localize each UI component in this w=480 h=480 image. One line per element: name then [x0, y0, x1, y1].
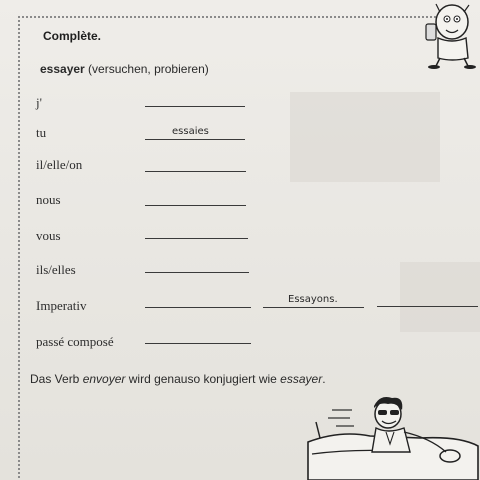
exercise-title: Complète. — [43, 29, 102, 43]
footer-verb-envoyer: envoyer — [82, 372, 126, 386]
cartoon-driver-icon — [300, 392, 480, 480]
answer-line-je[interactable] — [145, 106, 245, 107]
row-label-passe-compose: passé composé — [36, 334, 114, 349]
footer-suffix: . — [322, 372, 326, 386]
row-label-tu: tu — [36, 125, 47, 140]
row-label-je: j' — [36, 95, 42, 110]
answer-imperativ-2: Essayons. — [288, 294, 338, 305]
answer-line-vous[interactable] — [145, 238, 248, 239]
answer-tu: essaies — [172, 126, 209, 137]
row-label-il-elle-on: il/elle/on — [36, 157, 83, 172]
row-label-nous: nous — [36, 192, 61, 207]
row-label-imperativ: Imperativ — [36, 298, 87, 313]
footer-verb-essayer: essayer — [280, 372, 323, 386]
answer-line-imperativ-2[interactable] — [263, 307, 364, 308]
answer-line-imperativ-3[interactable] — [377, 306, 478, 307]
footer-sentence — [30, 372, 326, 386]
row-label-vous: vous — [36, 228, 61, 243]
footer-middle: wird genauso konjugiert wie — [125, 372, 281, 386]
dotted-frame-top — [18, 16, 448, 18]
dotted-frame-left — [18, 16, 20, 480]
verb-translation: (versuchen, probieren) — [84, 62, 209, 76]
answer-line-il-elle-on[interactable] — [145, 171, 246, 172]
answer-line-nous[interactable] — [145, 205, 246, 206]
answer-line-ils-elles[interactable] — [145, 272, 249, 273]
answer-line-tu[interactable] — [145, 139, 245, 140]
ghost-photo-top — [290, 92, 440, 182]
footer-prefix: Das Verb — [30, 372, 83, 386]
verb-header — [40, 62, 209, 76]
answer-line-imperativ-1[interactable] — [145, 307, 251, 308]
row-label-ils-elles: ils/elles — [36, 262, 76, 277]
answer-line-passe-compose[interactable] — [145, 343, 251, 344]
ghost-photo-bottom — [400, 262, 480, 332]
cartoon-phone-character-icon — [416, 0, 480, 70]
verb-word: essayer — [40, 62, 85, 76]
